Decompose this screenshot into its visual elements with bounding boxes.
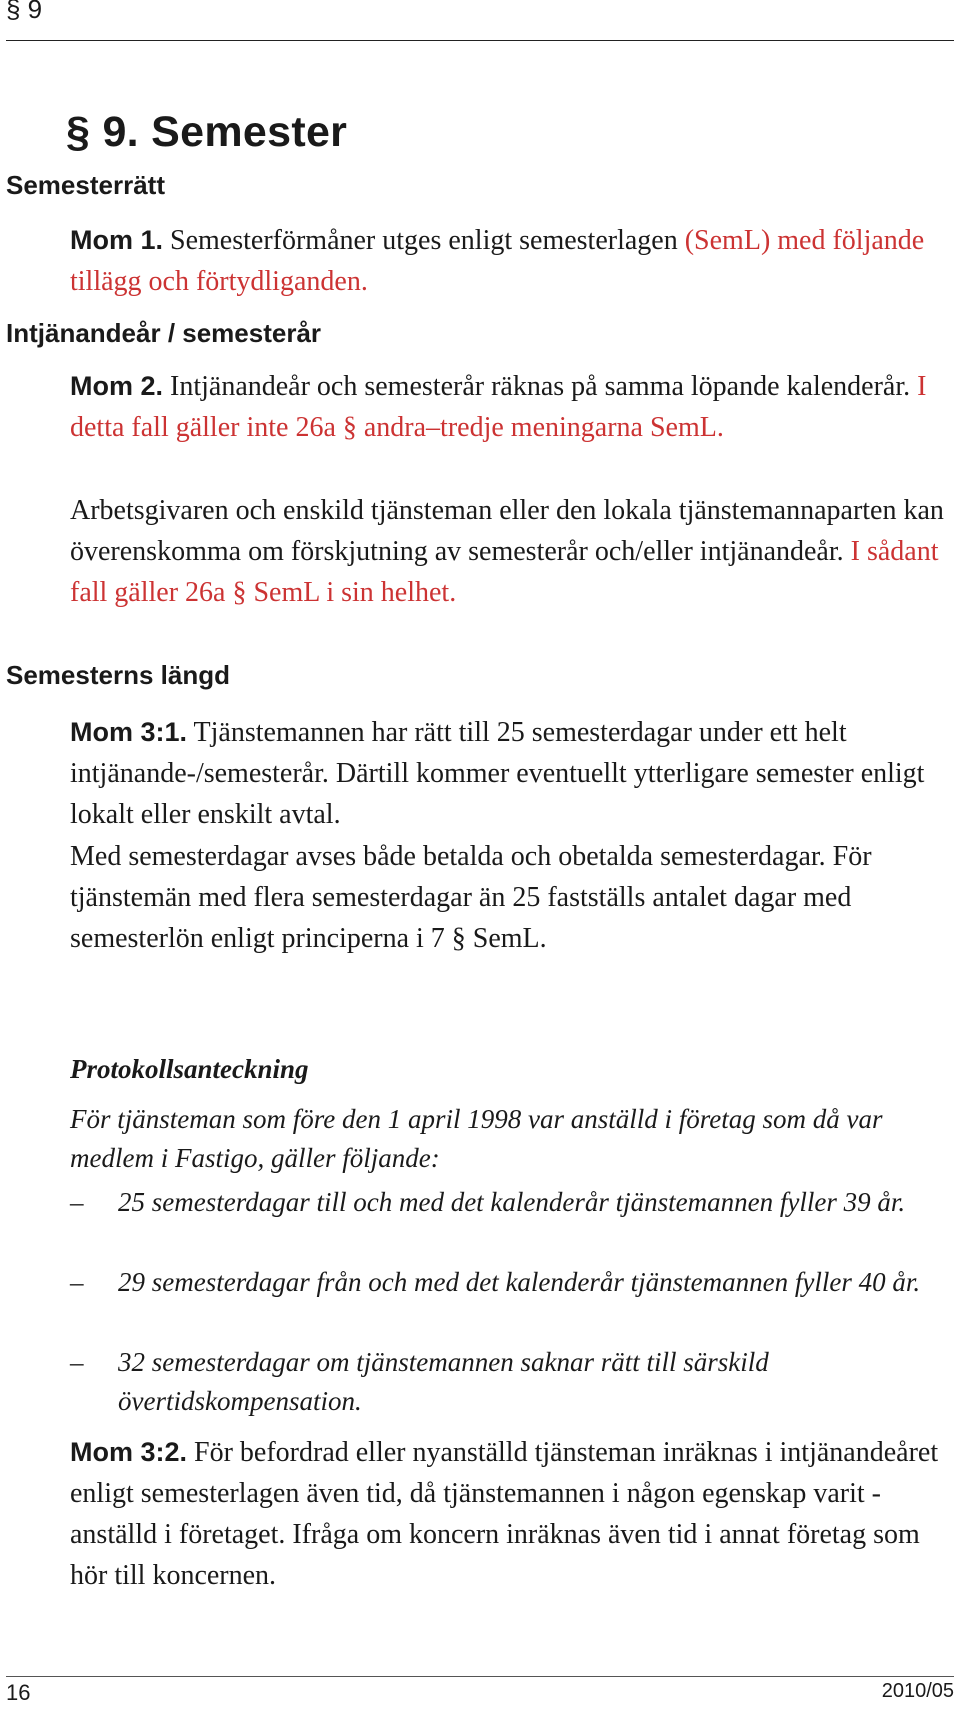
- page-title: § 9. Semester: [66, 108, 348, 156]
- mom32-label: Mom 3:2.: [70, 1437, 188, 1467]
- mom1-red-text: (SemL) med följande tillägg och förtydliganden.: [70, 225, 925, 297]
- mom32-text: För befordrad eller nyanställd tjänsteman inräknas i intjänandeåret enligt semesterlagen även tid, då tjänstemannen i någon egenskap varit -anställd i företaget. Ifråga om koncern inräknas även tid i annat företag som hör till koncernen.: [70, 1437, 939, 1591]
- footer-rule: [6, 1676, 954, 1677]
- heading-semesterratt: Semesterrätt: [6, 170, 165, 200]
- protokoll-list-item: [70, 1183, 950, 1222]
- paragraph-mom32: [70, 1432, 950, 1596]
- protokoll-item-text: 32 semesterdagar om tjänstemannen saknar rätt till särskild övertidskompensation.: [118, 1347, 769, 1416]
- protokoll-list-item: [70, 1343, 950, 1421]
- intjanandear-p2-red-text: I sådant fall gäller 26a § SemL i sin helhet.: [70, 536, 939, 608]
- paragraph-mom31: [70, 712, 950, 835]
- protokoll-item-text: 29 semesterdagar från och med det kalenderår tjänstemannen fyller 40 år.: [118, 1267, 921, 1297]
- footer-date: 2010/05: [881, 1680, 954, 1702]
- list-dash: –: [70, 1187, 84, 1217]
- mom2-label: Mom 2.: [70, 371, 164, 401]
- list-dash: –: [70, 1347, 84, 1377]
- paragraph-mom2: [70, 366, 950, 448]
- header-rule: [6, 40, 954, 41]
- intjanandear-p2-text: Arbetsgivaren och enskild tjänsteman eller den lokala tjänstemannaparten kan överenskomma om förskjutning av semesterår och/eller intjänandeår.: [70, 495, 944, 567]
- footer-page-number: 16: [6, 1680, 31, 1705]
- mom31-text: Tjänstemannen har rätt till 25 semesterdagar under ett helt intjänande-/semesterår. Därtill kommer eventuellt ytterligare semester enligt lokalt eller enskilt avtal.: [70, 717, 925, 830]
- protokoll-item-text: 25 semesterdagar till och med det kalenderår tjänstemannen fyller 39 år.: [118, 1187, 906, 1217]
- mom1-text: Semesterförmåner utges enligt semesterlagen: [163, 225, 685, 256]
- mom2-text: Intjänandeår och semesterår räknas på samma löpande kalenderår.: [163, 371, 918, 402]
- list-dash: –: [70, 1267, 84, 1297]
- protokoll-list-item: [70, 1263, 950, 1302]
- mom1-label: Mom 1.: [70, 225, 164, 255]
- protokoll-intro: För tjänsteman som före den 1 april 1998 var anställd i företag som då var medlem i Fastigo, gäller följande:: [70, 1104, 883, 1173]
- heading-intjanandear: Intjänandeår / semesterår: [6, 318, 322, 348]
- mom2-red-text: I detta fall gäller inte 26a § andra–tredje meningarna SemL.: [70, 371, 927, 443]
- paragraph-semesterdagar: Med semesterdagar avses både betalda och obetalda semesterdagar. För tjänstemän med flera semesterdagar än 25 fastställs antalet dagar med semesterlön enligt principerna i 7 § SemL.: [70, 841, 872, 954]
- mom31-label: Mom 3:1.: [70, 717, 188, 747]
- paragraph-mom1: [70, 220, 950, 302]
- header-section-marker: § 9: [6, 0, 43, 24]
- heading-semesterns-langd: Semesterns längd: [6, 660, 230, 690]
- paragraph-intjanandear-2: [70, 490, 950, 613]
- protokoll-heading: Protokollsanteckning: [70, 1054, 309, 1084]
